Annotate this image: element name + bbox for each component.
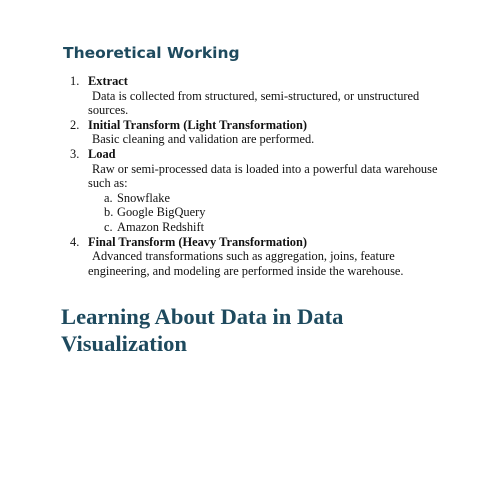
- warehouse-item-snowflake: [104, 191, 442, 206]
- step-item-load: [70, 147, 442, 235]
- step-title: Initial Transform (Light Transformation): [88, 117, 308, 132]
- step-item-final-transform: [70, 235, 442, 279]
- sub-item-letter: b.: [104, 205, 114, 220]
- step-description: Advanced transformations such as aggregation, joins, feature engineering, and modeling are performed inside the warehouse.: [88, 249, 404, 278]
- sub-item-text: Snowflake: [117, 190, 170, 205]
- step-number: 4.: [70, 234, 80, 249]
- warehouse-item-bigquery: [104, 205, 442, 220]
- step-title: Extract: [88, 74, 128, 88]
- step-item-initial-transform: [70, 118, 442, 147]
- step-number: 3.: [70, 146, 80, 161]
- step-item-extract: [70, 74, 442, 118]
- step-description: Basic cleaning and validation are performed.: [92, 132, 315, 147]
- warehouse-item-redshift: [104, 220, 442, 235]
- sub-item-text: Google BigQuery: [117, 205, 206, 220]
- section-title: Theoretical Working: [63, 44, 240, 62]
- sub-item-letter: c.: [104, 219, 113, 234]
- steps-list: [70, 74, 442, 278]
- chapter-heading: Learning About Data in Data Visualization: [61, 304, 344, 356]
- sub-item-letter: a.: [104, 190, 113, 205]
- step-description: Data is collected from structured, semi-structured, or unstructured sources.: [88, 88, 420, 118]
- step-description: Raw or semi-processed data is loaded into a powerful data warehouse such as:: [88, 161, 438, 191]
- warehouse-list: [88, 191, 442, 235]
- sub-item-text: Amazon Redshift: [117, 219, 205, 234]
- step-title: Final Transform (Heavy Transformation): [88, 234, 308, 249]
- step-title: Load: [88, 146, 116, 161]
- step-number: 2.: [70, 117, 80, 132]
- step-number: 1.: [70, 74, 80, 88]
